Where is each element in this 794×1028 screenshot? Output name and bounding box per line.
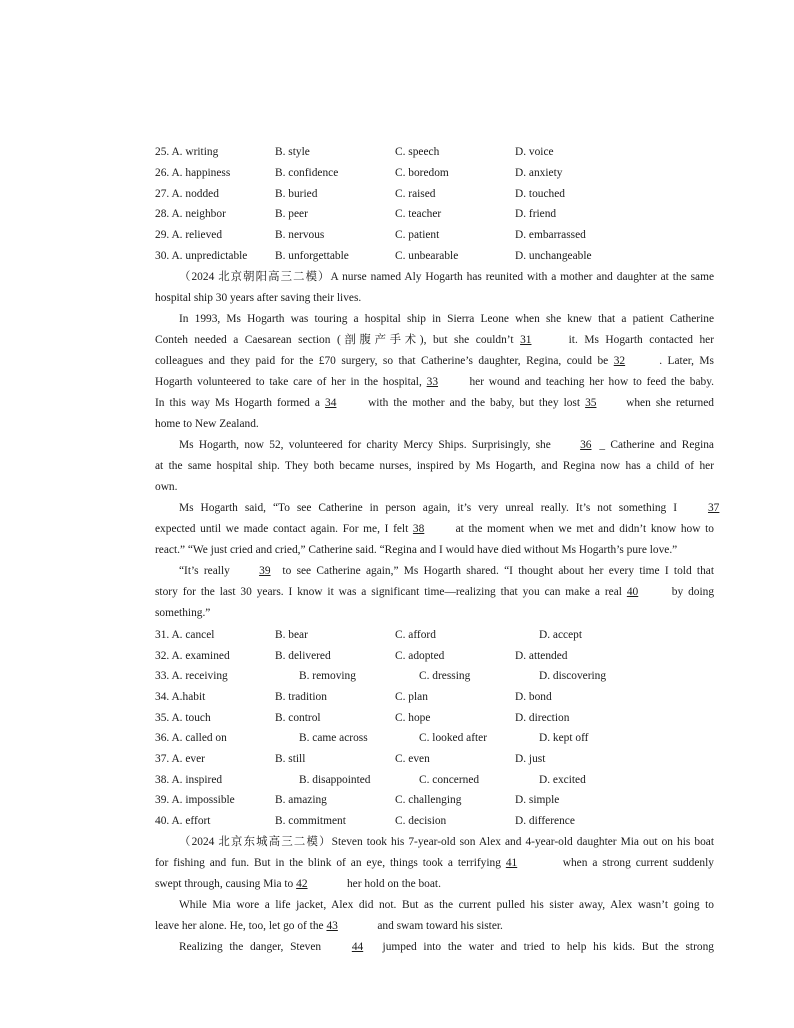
text: leave her alone. He, too, let go of the [155,920,324,932]
text: _ Catherine and Regina [599,439,714,451]
option-c: C. dressing [419,670,471,682]
option-row [155,811,715,832]
text: Realizing the danger, Steven [179,941,322,953]
text: when a strong current suddenly [562,857,714,869]
option-c: C. patient [395,229,440,241]
passage-line [155,330,714,351]
option-row [155,728,715,749]
option-d: D. anxiety [515,167,563,179]
text: swept through, causing Mia to [155,878,294,890]
blank-33: 33 [426,376,439,388]
option-b: B. style [275,146,310,158]
option-a: 34. A.habit [155,691,206,703]
option-b: B. control [275,712,321,724]
passage-line: While Mia wore a life jacket, Alex did not. But as the current pulled his sister away, Alex wasn’t going to [179,899,714,911]
option-b: B. delivered [275,650,331,662]
option-d: D. touched [515,188,565,200]
text: Ms Hogarth said, “To see Catherine in person again, it’s very unreal really. It’s not something I [179,502,678,514]
blank-34: 34 [325,397,337,409]
option-c: C. hope [395,712,431,724]
blank-40: 40 [626,586,639,598]
passage-line [155,519,714,540]
passage-line: at the same hospital ship. They both became nurses, inspired by Ms Hogarth, and Regina now has a child of her [155,460,714,472]
option-c: C. boredom [395,167,449,179]
option-b: B. commitment [275,815,346,827]
option-b: B. still [275,753,306,765]
option-d: D. discovering [539,670,607,682]
option-b: B. bear [275,629,308,641]
option-a: 29. A. relieved [155,229,223,241]
blank-35: 35 [585,397,597,409]
option-a: 25. A. writing [155,146,219,158]
blank-31: 31 [520,334,532,346]
option-a: 40. A. effort [155,815,211,827]
option-row [155,666,715,687]
option-d: D. direction [515,712,570,724]
option-c: C. decision [395,815,447,827]
passage-line: something.” [155,607,211,619]
text: colleagues and they paid for the £70 surgery, so that Catherine’s daughter, Regina, could be [155,355,609,367]
text: Hogarth volunteered to take care of her in the hospital, [155,376,422,388]
passage-line [155,498,720,519]
option-row [155,646,715,667]
text: for fishing and fun. But in the blink of an eye, things took a terrifying [155,857,501,869]
text: at the moment when we met and didn’t know how to [455,523,714,535]
option-b: B. tradition [275,691,327,703]
option-a: 39. A. impossible [155,794,235,806]
passage1 [155,267,720,624]
option-b: B. nervous [275,229,325,241]
text: expected until we made contact again. For me, I felt [155,523,409,535]
text: jumped into the water and tried to help his kids. But the strong [382,941,714,953]
text: her hold on the boat. [346,878,441,890]
option-row [155,625,715,646]
option-b: B. confidence [275,167,339,179]
passage-line: In 1993, Ms Hogarth was touring a hospital ship in Sierra Leone when she knew that a patient Catherine [179,313,714,325]
option-row [155,246,715,267]
option-a: 36. A. called on [155,732,227,744]
text: when she returned [626,397,715,409]
option-d: D. simple [515,794,560,806]
option-c: C. unbearable [395,250,459,262]
text: her wound and teaching her how to feed the baby. [469,376,714,388]
passage-line [155,916,714,937]
option-row [155,163,715,184]
passage-line [155,582,714,603]
option-d: D. bond [515,691,552,703]
option-a: 27. A. nodded [155,188,219,200]
passage-line: （2024 北京朝阳高三二模）A nurse named Aly Hogarth has reunited with a mother and daughter at the same [179,271,714,283]
option-c: C. even [395,753,430,765]
option-b: B. buried [275,188,318,200]
passage-line [155,937,714,958]
option-b: B. removing [299,670,356,682]
option-a: 37. A. ever [155,753,205,765]
option-c: C. raised [395,188,436,200]
text: and swam toward his sister. [377,920,503,932]
passage-line [155,372,714,393]
blank-42: 42 [296,878,308,890]
blank-43: 43 [326,920,338,932]
blank-41: 41 [505,857,518,869]
passage-line [155,435,714,456]
option-d: D. accept [539,629,583,641]
option-row [155,790,715,811]
passage2 [155,832,714,958]
option-a: 35. A. touch [155,712,211,724]
passage-line [155,853,714,874]
option-d: D. embarrassed [515,229,586,241]
option-c: C. looked after [419,732,488,744]
option-row [155,687,715,708]
blank-32: 32 [613,355,626,367]
option-b: B. peer [275,208,308,220]
passage-line [155,351,714,372]
option-c: C. challenging [395,794,462,806]
option-row [155,770,715,791]
option-d: D. voice [515,146,554,158]
option-a: 38. A. inspired [155,774,223,786]
option-b: B. amazing [275,794,327,806]
option-d: D. attended [515,650,568,662]
option-b: B. came across [299,732,368,744]
text: to see Catherine again,” Ms Hogarth shared. “I thought about her every time I told that [282,565,715,577]
option-d: D. kept off [539,732,589,744]
passage-line: own. [155,481,178,493]
option-c: C. plan [395,691,428,703]
option-row [155,225,715,246]
option-row [155,184,715,205]
text: Ms Hogarth, now 52, volunteered for charity Mercy Ships. Surprisingly, she [179,439,551,451]
option-c: C. afford [395,629,436,641]
option-a: 26. A. happiness [155,167,231,179]
option-d: D. just [515,753,546,765]
passage-line [155,874,714,895]
passage-line: react.” “We just cried and cried,” Catherine said. “Regina and I would have died without Ms Hogarth’s pure love.” [155,544,678,556]
option-d: D. unchangeable [515,250,592,262]
passage-line: home to New Zealand. [155,418,259,430]
option-row [155,749,715,770]
text: “It’s really [179,565,230,577]
text: by doing [671,586,715,598]
option-a: 32. A. examined [155,650,230,662]
blank-39: 39 [259,565,271,577]
passage-line: （2024 北京东城高三二模）Steven took his 7-year-old son Alex and 4-year-old daughter Mia out on his boat [179,836,714,848]
blank-37: 37 [707,502,720,514]
text: Conteh needed a Caesarean section (剖腹产手术), but she couldn’t [155,334,514,346]
passage-line: hospital ship 30 years after saving their lives. [155,292,362,304]
blank-44: 44 [351,941,364,953]
option-c: C. adopted [395,650,445,662]
option-b: B. unforgettable [275,250,349,262]
text: . Later, Ms [659,355,714,367]
blank-36: 36 [580,439,592,451]
option-a: 31. A. cancel [155,629,215,641]
option-a: 28. A. neighbor [155,208,226,220]
passage-line [155,393,714,414]
option-a: 33. A. receiving [155,670,228,682]
option-row [155,142,715,163]
option-row [155,708,715,729]
text: story for the last 30 years. I know it was a significant time—realizing that you can make a real [155,586,622,598]
option-d: D. difference [515,815,575,827]
text: In this way Ms Hogarth formed a [155,397,320,409]
option-b: B. disappointed [299,774,371,786]
option-d: D. excited [539,774,586,786]
option-c: C. concerned [419,774,480,786]
option-d: D. friend [515,208,557,220]
passage-line [155,561,714,582]
option-c: C. speech [395,146,440,158]
text: it. Ms Hogarth contacted her [568,334,715,346]
option-a: 30. A. unpredictable [155,250,248,262]
text: with the mother and the baby, but they lost [368,397,581,409]
option-c: C. teacher [395,208,442,220]
option-row [155,204,715,225]
blank-38: 38 [412,523,425,535]
